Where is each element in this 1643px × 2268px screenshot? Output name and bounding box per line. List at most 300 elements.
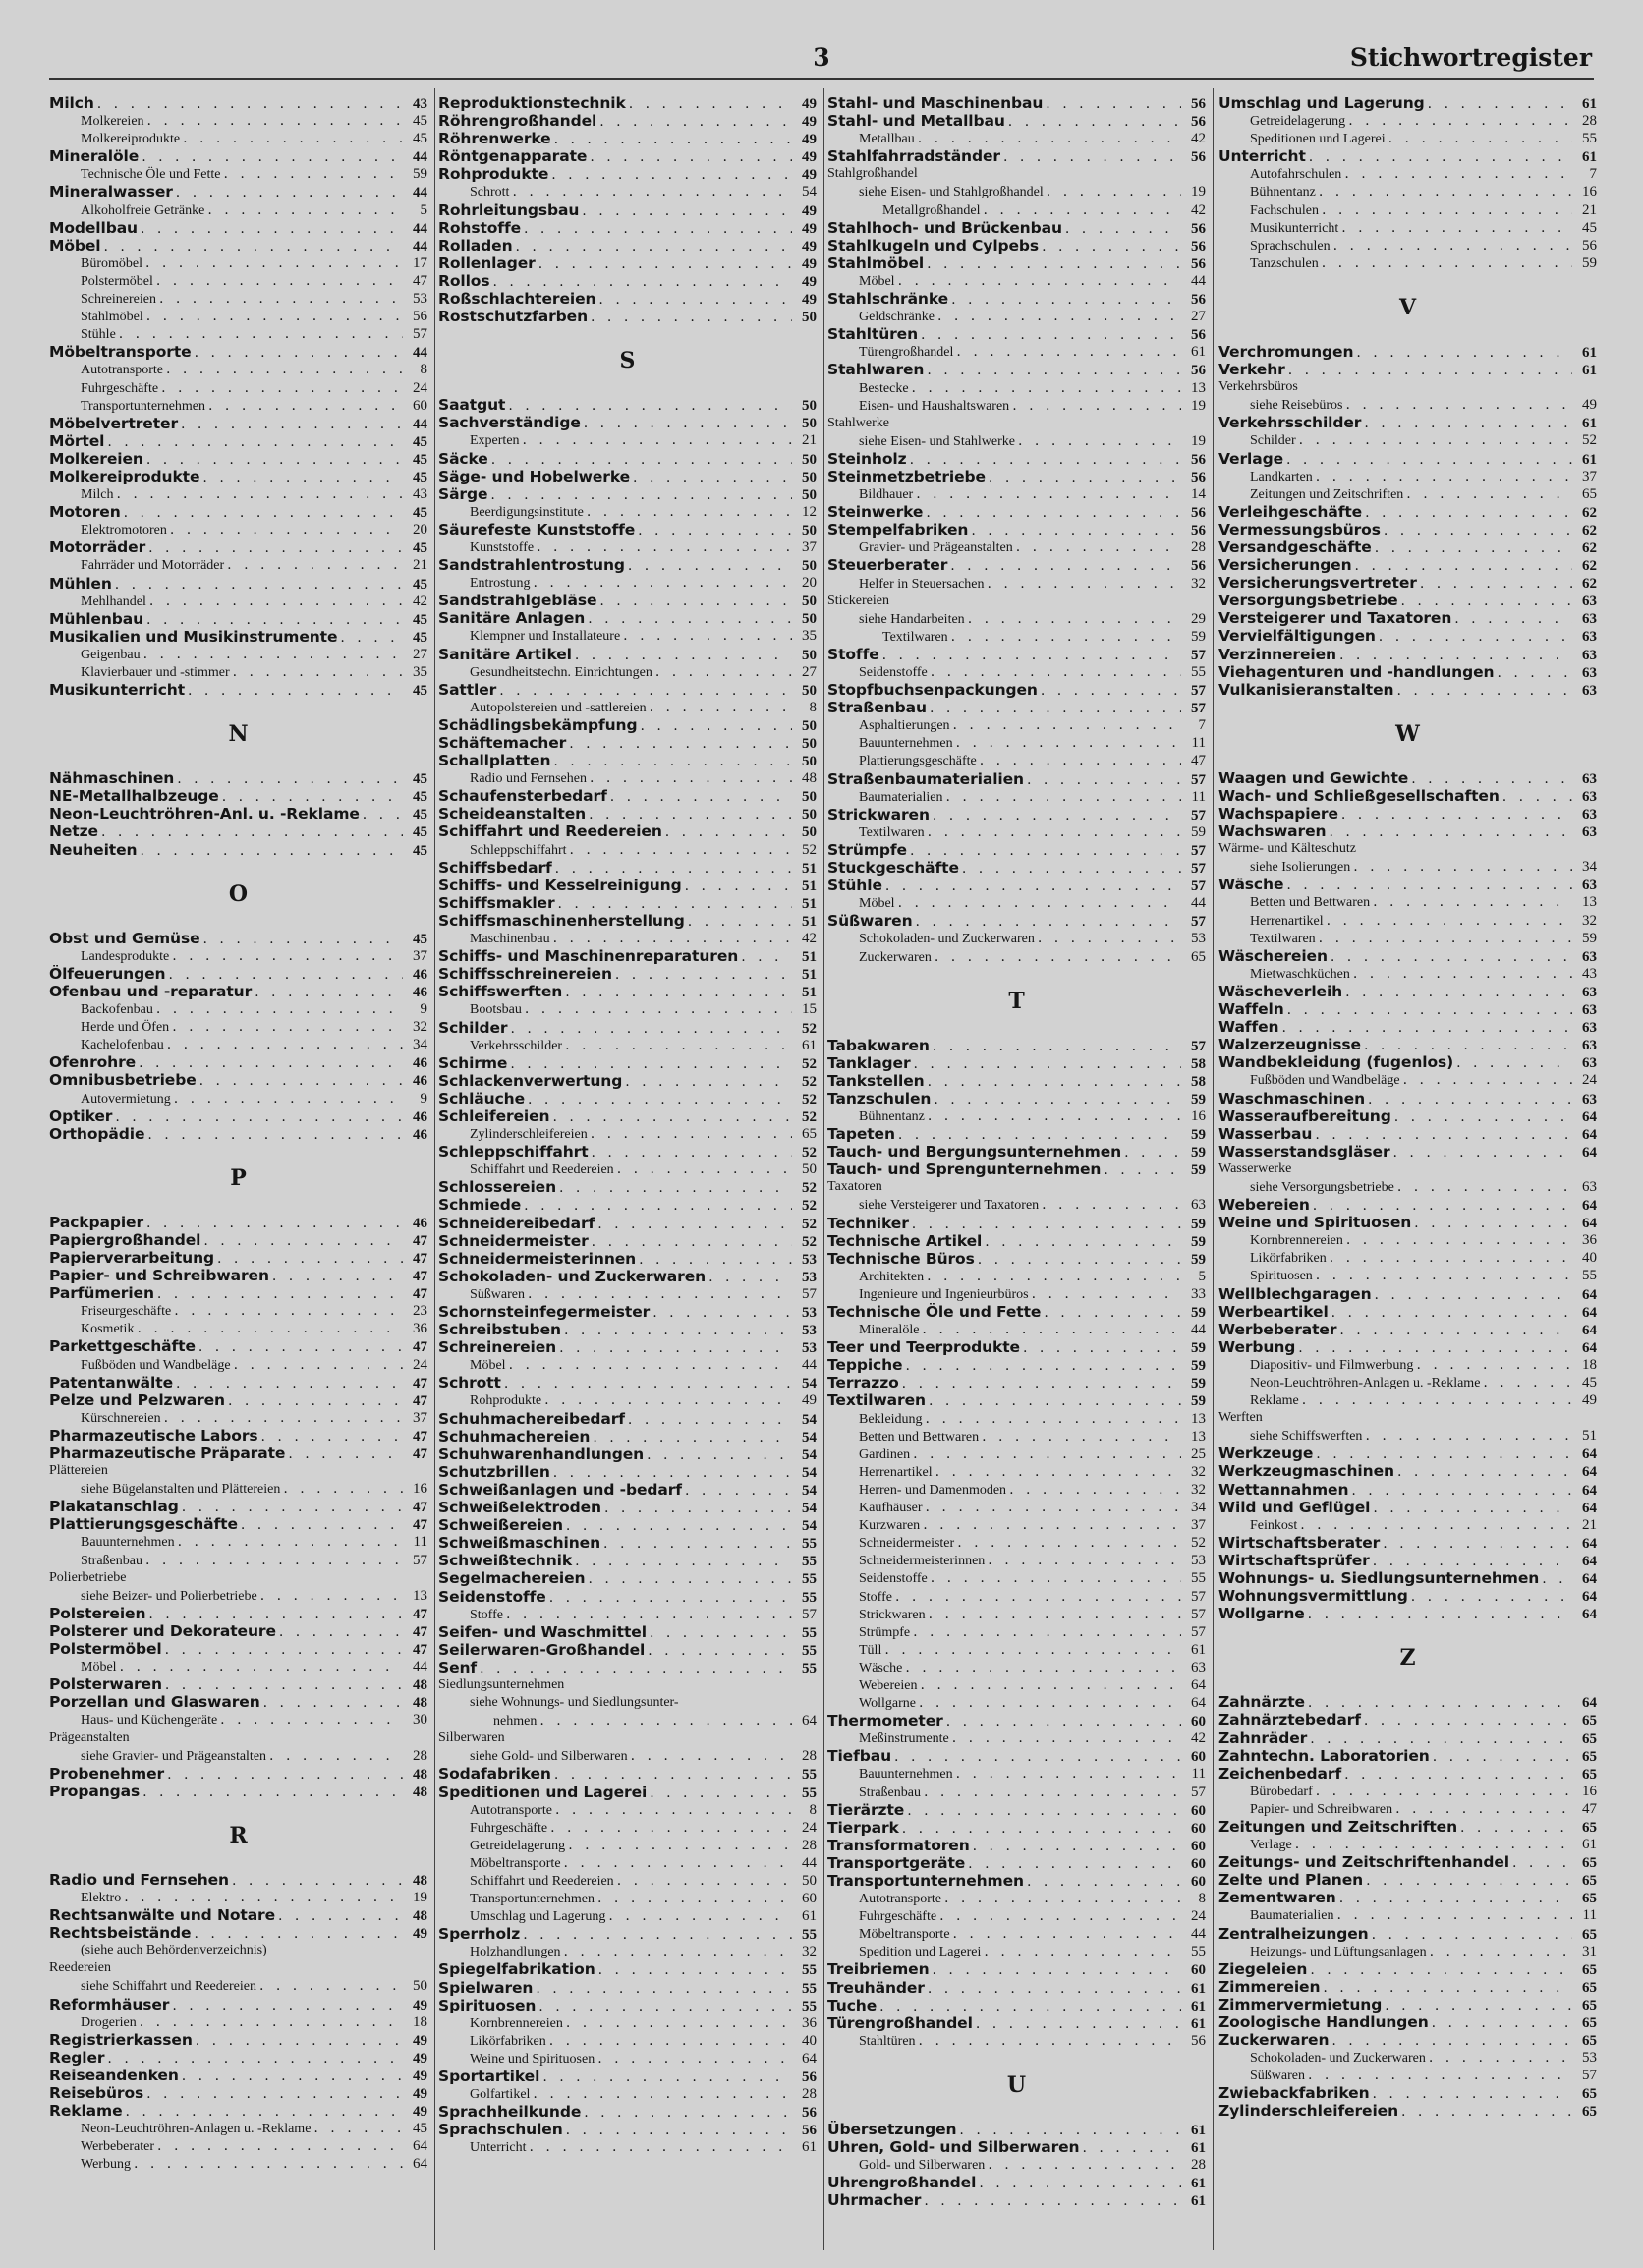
dot-leader (148, 539, 403, 556)
entry-page-number: 8 (809, 699, 817, 715)
entry-label: Stahlschränke (827, 290, 949, 309)
index-entry (49, 841, 427, 859)
dot-leader (988, 575, 1182, 593)
entry-label: Straßenbau (827, 699, 927, 717)
index-subentry (49, 1036, 427, 1053)
dot-leader (199, 1072, 403, 1089)
index-subentry (438, 431, 817, 449)
entry-label: Möbeltransporte (49, 343, 192, 362)
index-entry (1218, 2031, 1597, 2049)
entry-label: Schweißanlagen und -bedarf (438, 1480, 682, 1499)
entry-page-number: 55 (1582, 1268, 1597, 1284)
dot-leader (147, 112, 403, 130)
entry-page-number: 63 (1582, 807, 1597, 822)
entry-page-number: 40 (1582, 1250, 1597, 1267)
dot-leader (279, 1623, 403, 1640)
dot-leader (589, 806, 792, 822)
entry-label: Betten und Bettwaren (1250, 895, 1371, 911)
index-entry (1218, 1853, 1597, 1871)
dot-leader (278, 1907, 403, 1924)
entry-label: Treuhänder (827, 1978, 925, 1997)
dot-leader (1388, 130, 1572, 147)
entry-label: Stahl- und Metallbau (827, 112, 1005, 131)
entry-page-number: 44 (413, 238, 427, 255)
entry-page-number: 12 (802, 503, 817, 520)
entry-page-number: 46 (413, 1055, 427, 1072)
entry-label: Musikalien und Musikinstrumente (49, 627, 338, 646)
entry-label: Ingenieure und Ingenieurbüros (859, 1286, 1029, 1302)
entry-page-number: 61 (1191, 1998, 1206, 2014)
entry-label: Schneidermeisterinnen (859, 1554, 986, 1569)
dot-leader (140, 2013, 403, 2031)
index-subentry (438, 503, 817, 521)
entry-page-number: 47 (1582, 1800, 1597, 1817)
index-entry (438, 609, 817, 627)
entry-page-number: 53 (413, 291, 427, 308)
dot-leader (126, 2103, 404, 2120)
dot-leader (959, 2122, 1181, 2138)
entry-label: Metallgroßhandel (882, 202, 981, 218)
entry-label: Asphaltierungen (859, 718, 950, 734)
dot-leader (490, 486, 792, 503)
index-entry (1218, 1000, 1597, 1018)
entry-page-number: 7 (1589, 166, 1597, 183)
entry-page-number: 37 (802, 539, 817, 555)
index-entry (827, 1143, 1206, 1161)
entry-label: Röntgenapparate (438, 147, 588, 166)
index-entry (49, 1267, 427, 1284)
index-subentry (438, 1907, 817, 1925)
dot-leader (1330, 1249, 1572, 1267)
index-subentry (827, 1285, 1206, 1303)
entry-page-number: 52 (802, 1091, 817, 1107)
entry-page-number: 61 (1191, 1980, 1206, 1997)
entry-page-number: 50 (802, 682, 817, 699)
entry-page-number: 54 (802, 1518, 817, 1535)
entry-label: Zylinderschleifereien (470, 1127, 588, 1143)
dot-leader (1331, 2032, 1572, 2049)
index-subentry (1218, 1836, 1597, 1853)
dot-leader (491, 451, 792, 468)
entry-label: Kachelofenbau (81, 1038, 164, 1053)
dot-leader (542, 2069, 792, 2085)
entry-label: siehe Versorgungsbetriebe (1250, 1179, 1394, 1195)
index-subentry (49, 947, 427, 965)
entry-label: Rollos (438, 271, 490, 290)
entry-label: Werkzeuge (1218, 1445, 1314, 1463)
index-entry (438, 414, 817, 431)
index-subentry (49, 1302, 427, 1320)
entry-label: Übersetzungen (827, 2120, 957, 2138)
dot-leader (550, 1819, 792, 1837)
entry-page-number: 64 (413, 2156, 427, 2173)
dot-leader (506, 1606, 792, 1623)
entry-label: Schleifereien (438, 1106, 550, 1125)
entry-label: Kaufhäuser (859, 1501, 923, 1516)
entry-page-number: 44 (413, 345, 427, 362)
section-letter-heading: P (230, 1164, 247, 1191)
index-entry (1218, 1587, 1597, 1605)
entry-page-number: 55 (802, 1927, 817, 1944)
index-subentry (1218, 485, 1597, 503)
index-subentry (49, 593, 427, 610)
entry-label: Stopfbuchsenpackungen (827, 681, 1038, 700)
entry-page-number: 63 (1582, 788, 1597, 805)
dot-leader (1346, 1231, 1572, 1249)
index-entry (1218, 1960, 1597, 1978)
entry-label: Zeitungen und Zeitschriften (1250, 486, 1404, 502)
index-entry (1218, 1018, 1597, 1036)
dot-leader (914, 1055, 1181, 1072)
entry-page-number: 55 (802, 1571, 817, 1588)
entry-page-number: 19 (1191, 432, 1206, 449)
dot-leader (1300, 1516, 1572, 1534)
entry-label: Polsterer und Dekorateure (49, 1621, 276, 1640)
entry-page-number: 60 (1191, 1838, 1206, 1854)
dot-leader (537, 539, 792, 556)
entry-label: Zahntechn. Laboratorien (1218, 1746, 1430, 1765)
entry-label: Verleihgeschäfte (1218, 502, 1363, 521)
index-entry (49, 1214, 427, 1231)
entry-page-number: 28 (802, 1748, 817, 1765)
entry-label: Patentanwälte (49, 1373, 173, 1391)
dot-leader (124, 1889, 403, 1906)
entry-page-number: 49 (413, 2050, 427, 2067)
dot-leader (1373, 1500, 1572, 1516)
dot-leader (544, 1391, 792, 1409)
dot-leader (931, 663, 1181, 681)
entry-page-number: 17 (413, 255, 427, 271)
entry-label: Stahltüren (827, 325, 919, 344)
entry-page-number: 59 (1191, 1393, 1206, 1410)
entry-label: Möbel (859, 896, 895, 912)
entry-page-number: 59 (1191, 1376, 1206, 1392)
index-subentry (49, 663, 427, 681)
entry-page-number: 52 (802, 1073, 817, 1090)
entry-page-number: 32 (802, 1944, 817, 1960)
page-number: 3 (813, 43, 830, 72)
entry-label: Plattierungsgeschäfte (859, 754, 977, 769)
entry-label: Verkehrsschilder (1218, 414, 1362, 432)
entry-page-number: 65 (1582, 1926, 1597, 1943)
index-entry (827, 1374, 1206, 1391)
entry-label: Tauch- und Sprengunternehmen (827, 1161, 1102, 1179)
entry-page-number: 45 (413, 842, 427, 859)
entry-label: Büromöbel (81, 255, 142, 271)
entry-page-number: 64 (1582, 1464, 1597, 1481)
entry-page-number: 42 (1191, 201, 1206, 218)
entry-page-number: 63 (1582, 948, 1597, 965)
index-entry (438, 308, 817, 325)
index-subentry (827, 343, 1206, 361)
dot-leader (207, 201, 403, 219)
entry-page-number: 42 (802, 931, 817, 947)
index-subentry (827, 593, 1206, 610)
index-entry (1218, 646, 1597, 663)
dot-leader (1038, 930, 1181, 947)
index-entry (49, 1515, 427, 1533)
dot-leader (566, 1517, 792, 1534)
entry-page-number: 64 (1582, 1108, 1597, 1125)
entry-label: Webereien (1218, 1196, 1310, 1215)
index-subentry (49, 1569, 427, 1587)
entry-label: Tierärzte (827, 1800, 905, 1819)
dot-leader (1316, 1267, 1572, 1284)
index-subentry (438, 2138, 817, 2156)
index-entry (438, 556, 817, 574)
entry-page-number: 50 (802, 451, 817, 468)
entry-label: Uhrmacher (827, 2191, 922, 2210)
dot-leader (566, 2014, 792, 2032)
dot-leader (918, 130, 1181, 147)
dot-leader (1286, 451, 1572, 468)
entry-label: Parkettgeschäfte (49, 1337, 196, 1356)
dot-leader (1379, 628, 1572, 645)
entry-page-number: 63 (1582, 878, 1597, 894)
entry-label: Bauunternehmen (81, 1535, 175, 1551)
index-subentry (438, 2085, 817, 2103)
index-entry (438, 1641, 817, 1659)
entry-page-number: 54 (802, 1464, 817, 1481)
index-subentry (49, 112, 427, 130)
entry-label: Wasseraufbereitung (1218, 1106, 1391, 1125)
entry-page-number: 8 (1198, 1891, 1206, 1907)
entry-page-number: 45 (413, 131, 427, 147)
index-entry (827, 646, 1206, 663)
index-subentry (827, 397, 1206, 415)
dot-leader (1397, 1178, 1572, 1196)
entry-page-number: 56 (1191, 505, 1206, 522)
index-subentry (827, 663, 1206, 681)
index-entry (438, 1765, 817, 1783)
entry-page-number: 53 (1191, 931, 1206, 947)
entry-page-number: 44 (802, 1357, 817, 1374)
entry-label: Schokoladen- und Zuckerwaren (438, 1267, 707, 1285)
entry-label: Teppiche (827, 1356, 903, 1375)
index-entry (49, 432, 427, 450)
entry-label: Backofenbau (81, 1002, 153, 1018)
entry-label: Schleppschiffahrt (470, 842, 567, 858)
dot-leader (930, 700, 1181, 716)
entry-label: Autotransporte (859, 1892, 941, 1907)
dot-leader (898, 272, 1181, 290)
dot-leader (104, 238, 404, 255)
entry-page-number: 48 (802, 770, 817, 787)
dot-leader (944, 1890, 1181, 1907)
dot-leader (1016, 539, 1181, 556)
entry-page-number: 57 (1191, 771, 1206, 788)
entry-label: Polstermöbel (81, 273, 153, 289)
entry-label: Strümpfe (827, 840, 907, 859)
entry-label: Silberwaren (438, 1730, 505, 1746)
entry-page-number: 56 (1191, 255, 1206, 272)
dot-leader (1375, 1286, 1572, 1303)
dot-leader (107, 2050, 403, 2067)
index-entry (438, 894, 817, 912)
dot-leader (905, 1357, 1181, 1374)
entry-page-number: 52 (802, 1216, 817, 1232)
dot-leader (1082, 2139, 1181, 2156)
entry-page-number: 34 (1191, 1500, 1206, 1516)
entry-label: Molkereiprodukte (81, 132, 181, 147)
entry-label: Wild und Geflügel (1218, 1498, 1371, 1516)
entry-page-number: 49 (413, 2068, 427, 2084)
index-entry (1218, 1747, 1597, 1765)
index-entry (49, 1693, 427, 1711)
entry-page-number: 55 (1582, 131, 1597, 147)
index-entry (827, 1090, 1206, 1107)
entry-page-number: 65 (802, 1126, 817, 1143)
index-entry (438, 1232, 817, 1250)
entry-label: Schneidermeister (859, 1536, 955, 1552)
entry-label: Schädlingsbekämpfung (438, 715, 638, 734)
dot-leader (172, 1018, 403, 1036)
dot-leader (1322, 255, 1572, 272)
entry-page-number: 52 (802, 1020, 817, 1037)
dot-leader (1344, 1766, 1572, 1783)
entry-page-number: 14 (1191, 486, 1206, 503)
entry-page-number: 18 (1582, 1356, 1597, 1373)
dot-leader (617, 1872, 792, 1890)
dot-leader (1298, 1339, 1572, 1356)
entry-label: Zementwaren (1218, 1889, 1336, 1907)
entry-page-number: 55 (802, 1980, 817, 1997)
entry-label: Walzerzeugnisse (1218, 1036, 1361, 1054)
entry-label: Türengroßhandel (859, 345, 954, 361)
index-subentry (49, 379, 427, 397)
entry-label: Stickereien (827, 593, 889, 608)
dot-leader (363, 806, 403, 822)
index-subentry (49, 201, 427, 219)
index-subentry (1218, 183, 1597, 200)
dot-leader (196, 2032, 403, 2049)
entry-page-number: 44 (802, 1854, 817, 1871)
entry-page-number: 50 (802, 807, 817, 823)
index-subentry (827, 308, 1206, 325)
dot-leader (1365, 504, 1572, 521)
entry-label: Schweißelektroden (438, 1499, 601, 1517)
entry-page-number: 53 (1191, 1553, 1206, 1569)
entry-page-number: 54 (802, 184, 817, 200)
entry-page-number: 28 (413, 1747, 427, 1764)
index-subentry (49, 130, 427, 147)
entry-label: Stahlmöbel (827, 254, 925, 272)
entry-page-number: 49 (1582, 1392, 1597, 1409)
entry-label: Plakatanschlag (49, 1498, 179, 1516)
entry-label: Bühnentanz (1250, 185, 1316, 200)
dot-leader (598, 291, 792, 308)
entry-label: Schmiede (438, 1196, 522, 1215)
entry-label: Schaufensterbedarf (438, 787, 607, 806)
entry-page-number: 65 (1582, 2015, 1597, 2031)
entry-page-number: 54 (802, 1376, 817, 1392)
entry-label: Spielwaren (438, 1978, 534, 1997)
dot-leader (558, 895, 793, 912)
index-entry (827, 1837, 1206, 1854)
index-entry (438, 877, 817, 894)
index-entry (1218, 1534, 1597, 1552)
dot-leader (956, 343, 1181, 361)
entry-label: Beerdigungsinstitute (470, 504, 584, 520)
entry-label: Molkereiprodukte (49, 467, 200, 485)
index-entry (49, 1498, 427, 1515)
entry-page-number: 61 (1582, 363, 1597, 379)
entry-label: Tanklager (827, 1053, 911, 1072)
entry-label: Bühnentanz (859, 1108, 925, 1124)
index-subentry (438, 699, 817, 716)
index-entry (438, 681, 817, 699)
dot-leader (139, 1054, 403, 1071)
entry-label: Schiffsbedarf (438, 858, 552, 877)
entry-page-number: 45 (1582, 219, 1597, 236)
dot-leader (538, 255, 792, 272)
dot-leader (1364, 415, 1572, 431)
dot-leader (198, 1338, 403, 1355)
index-entry (438, 592, 817, 609)
entry-label: Mineralwasser (49, 183, 173, 201)
index-subentry (438, 1391, 817, 1409)
dot-leader (1411, 770, 1572, 787)
index-entry (49, 930, 427, 947)
entry-page-number: 44 (1191, 1926, 1206, 1943)
index-entry (1218, 1605, 1597, 1622)
entry-label: Sandstrahlgebläse (438, 592, 597, 610)
entry-page-number: 64 (1582, 1216, 1597, 1232)
entry-page-number: 55 (802, 1624, 817, 1641)
dot-leader (1394, 1108, 1572, 1125)
column-divider (434, 88, 435, 2250)
dot-leader (933, 1961, 1181, 1978)
index-entry (49, 787, 427, 805)
dot-leader (1308, 2067, 1572, 2084)
entry-page-number: 46 (413, 1108, 427, 1125)
entry-label: Möbeltransporte (859, 1927, 950, 1943)
entry-page-number: 50 (802, 1873, 817, 1889)
entry-page-number: 46 (413, 1126, 427, 1143)
index-entry (49, 1427, 427, 1445)
entry-page-number: 61 (1582, 96, 1597, 112)
entry-page-number: 9 (420, 1090, 427, 1106)
entry-page-number: 47 (413, 1375, 427, 1391)
entry-label: Landesprodukte (81, 948, 170, 964)
entry-page-number: 56 (1191, 327, 1206, 344)
dot-leader (1012, 397, 1181, 415)
entry-label: Zylinderschleifereien (1218, 2102, 1399, 2121)
dot-leader (166, 361, 403, 378)
dot-leader (1316, 1783, 1572, 1800)
index-subentry (49, 1959, 427, 1977)
index-entry (1218, 1036, 1597, 1053)
index-subentry (827, 823, 1206, 841)
entry-label: Schutzbrillen (438, 1462, 550, 1481)
entry-label: Polierbetriebe (49, 1569, 127, 1585)
index-subentry (827, 716, 1206, 734)
entry-page-number: 45 (413, 576, 427, 593)
dot-leader (584, 2104, 792, 2121)
entry-label: Schrott (470, 185, 510, 200)
entry-page-number: 49 (1582, 397, 1597, 414)
entry-page-number: 50 (802, 398, 817, 415)
entry-page-number: 57 (1191, 701, 1206, 717)
entry-label: Geldschränke (859, 310, 935, 325)
index-subentry (827, 1552, 1206, 1569)
entry-label: Werbeberater (1218, 1320, 1337, 1338)
entry-label: Möbel (81, 1660, 117, 1675)
dot-leader (157, 2137, 403, 2155)
dot-leader (910, 842, 1181, 859)
entry-label: Tuche (827, 1996, 878, 2014)
entry-label: siehe Gravier- und Prägeanstalten (81, 1748, 267, 1764)
